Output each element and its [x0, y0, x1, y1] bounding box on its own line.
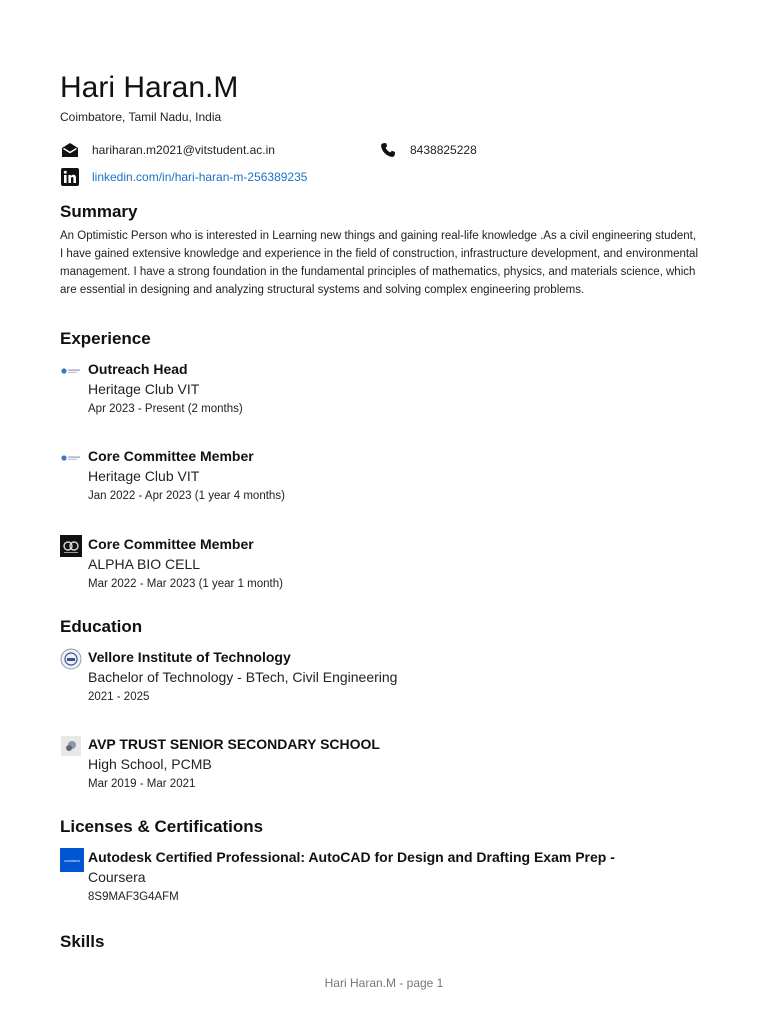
experience-heading: Experience	[60, 329, 151, 348]
certification-title: Autodesk Certified Professional: AutoCAD for Design and Drafting Exam Prep -	[88, 849, 615, 865]
envelope-icon	[60, 140, 80, 160]
education-school: AVP TRUST SENIOR SECONDARY SCHOOL	[88, 736, 380, 752]
summary-text: An Optimistic Person who is interested in Learning new things and gaining real-life knowledge .As a civil engineering student, I have gained extensive knowledge and experience in the field of construction, infrastructure development, and environmental management. I have a strong foundation in the fundamental principles of mathematics, physics, and materials science, which are essential in designing and analyzing structural systems and solving complex engineering problems.	[60, 230, 699, 296]
heritage-club-logo-icon	[60, 447, 82, 469]
experience-title: Core Committee Member	[88, 536, 254, 552]
experience-title: Core Committee Member	[88, 448, 254, 464]
school-placeholder-icon	[60, 735, 82, 757]
experience-dates: Jan 2022 - Apr 2023 (1 year 4 months)	[88, 490, 285, 502]
linkedin-url: linkedin.com/in/hari-haran-m-256389235	[92, 170, 308, 184]
experience-title: Outreach Head	[88, 361, 188, 377]
education-dates: 2021 - 2025	[88, 691, 150, 703]
coursera-logo-icon	[60, 848, 84, 872]
phone-text: 8438825228	[410, 143, 477, 157]
alpha-bio-cell-logo-icon	[60, 535, 82, 557]
heritage-club-logo-icon	[60, 360, 82, 382]
experience-org: Heritage Club VIT	[88, 381, 200, 397]
education-dates: Mar 2019 - Mar 2021	[88, 778, 196, 790]
page-footer: Hari Haran.M - page 1	[324, 976, 444, 990]
experience-org: Heritage Club VIT	[88, 468, 200, 484]
education-school: Vellore Institute of Technology	[88, 649, 291, 665]
summary-heading: Summary	[60, 202, 138, 221]
certification-id: 8S9MAF3G4AFM	[88, 891, 179, 903]
education-heading: Education	[60, 617, 143, 636]
skills-heading: Skills	[60, 932, 105, 951]
coursera-logo-text: coursera	[64, 858, 80, 863]
education-degree: Bachelor of Technology - BTech, Civil Engineering	[88, 669, 398, 685]
experience-org: ALPHA BIO CELL	[88, 556, 201, 572]
phone-contact[interactable]	[378, 140, 477, 160]
email-text: hariharan.m2021@vitstudent.ac.in	[92, 143, 275, 157]
phone-icon	[378, 140, 398, 160]
linkedin-icon	[60, 167, 80, 187]
candidate-location: Coimbatore, Tamil Nadu, India	[60, 110, 222, 124]
experience-dates: Apr 2023 - Present (2 months)	[88, 403, 243, 415]
email-contact[interactable]	[60, 140, 275, 160]
candidate-name: Hari Haran.M	[60, 71, 239, 104]
education-degree: High School, PCMB	[88, 756, 212, 772]
linkedin-link[interactable]	[60, 167, 307, 187]
vit-logo-icon	[60, 648, 82, 670]
certification-issuer: Coursera	[88, 869, 146, 885]
experience-dates: Mar 2022 - Mar 2023 (1 year 1 month)	[88, 578, 283, 590]
certifications-heading: Licenses & Certifications	[60, 817, 264, 836]
